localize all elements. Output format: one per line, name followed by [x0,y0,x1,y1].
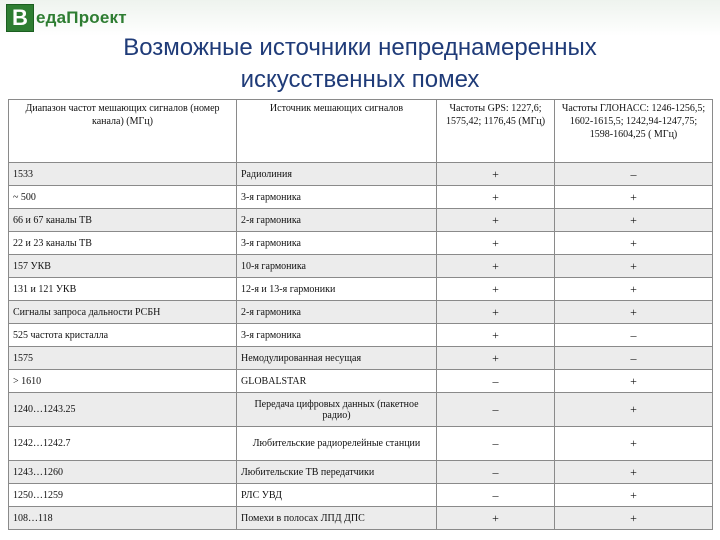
cell-source: 2-я гармоника [237,209,437,232]
cell-range: 525 частота кристалла [9,324,237,347]
cell-range: 1533 [9,163,237,186]
cell-source: 2-я гармоника [237,301,437,324]
cell-gps: + [437,507,555,530]
title-line-1: Возможные источники непреднамеренных [123,34,597,61]
cell-gps: + [437,301,555,324]
cell-source: 3-я гармоника [237,232,437,255]
cell-range: 66 и 67 каналы ТВ [9,209,237,232]
cell-source: Передача цифровых данных (пакетное радио) [237,393,437,427]
col-header-source: Источник мешающих сигналов [237,100,437,163]
cell-gps: + [437,324,555,347]
col-header-gps: Частоты GPS: 1227,6; 1575,42; 1176,45 (МГц) [437,100,555,163]
cell-source: Помехи в полосах ЛПД ДПС [237,507,437,530]
company-logo [6,4,127,32]
cell-glonass: – [555,347,713,370]
cell-source: Любительские ТВ передатчики [237,461,437,484]
table-row [9,370,713,393]
cell-glonass: + [555,461,713,484]
cell-range: 157 УКВ [9,255,237,278]
cell-gps: – [437,427,555,461]
table-row [9,324,713,347]
cell-glonass: + [555,186,713,209]
cell-glonass: + [555,209,713,232]
table-row [9,507,713,530]
cell-gps: + [437,278,555,301]
cell-gps: – [437,393,555,427]
cell-source: РЛС УВД [237,484,437,507]
cell-range: 108…118 [9,507,237,530]
table-row [9,461,713,484]
table-row [9,427,713,461]
title-line-2: искусственных помех [240,66,480,93]
cell-range: 1242…1242.7 [9,427,237,461]
table-row [9,393,713,427]
cell-glonass: + [555,370,713,393]
cell-range: > 1610 [9,370,237,393]
table-body [9,163,713,530]
cell-glonass: + [555,484,713,507]
cell-source: 3-я гармоника [237,324,437,347]
cell-source: 12-я и 13-я гармоники [237,278,437,301]
table-row [9,209,713,232]
cell-gps: + [437,255,555,278]
cell-gps: + [437,232,555,255]
cell-gps: + [437,163,555,186]
cell-gps: + [437,209,555,232]
cell-glonass: + [555,427,713,461]
logo-text: едаПроект [36,8,127,27]
cell-gps: + [437,186,555,209]
cell-source: Любительские радиорелейные станции [237,427,437,461]
table-row [9,232,713,255]
cell-gps: – [437,484,555,507]
col-header-glonass: Частоты ГЛОНАСС: 1246-1256,5; 1602-1615,5; 1242,94-1247,75; 1598-1604,25 ( МГц) [555,100,713,163]
cell-range: 1243…1260 [9,461,237,484]
table-header-row [9,100,713,163]
table-row [9,186,713,209]
cell-glonass: – [555,324,713,347]
table-row [9,347,713,370]
cell-glonass: + [555,232,713,255]
col-header-range: Диапазон частот мешающих сигналов (номер канала) (МГц) [9,100,237,163]
cell-gps: – [437,461,555,484]
table-row [9,163,713,186]
table-row [9,484,713,507]
table-row [9,278,713,301]
cell-source: Немодулированная несущая [237,347,437,370]
logo-letter: В [6,4,34,32]
cell-range: 131 и 121 УКВ [9,278,237,301]
cell-source: 3-я гармоника [237,186,437,209]
interference-table [8,99,713,530]
table-row [9,301,713,324]
cell-gps: – [437,370,555,393]
cell-glonass: + [555,278,713,301]
cell-range: 1240…1243.25 [9,393,237,427]
cell-source: GLOBALSTAR [237,370,437,393]
cell-source: 10-я гармоника [237,255,437,278]
cell-glonass: – [555,163,713,186]
cell-gps: + [437,347,555,370]
cell-range: Сигналы запроса дальности РСБН [9,301,237,324]
cell-glonass: + [555,255,713,278]
cell-glonass: + [555,301,713,324]
page-title [60,32,660,96]
cell-glonass: + [555,393,713,427]
cell-range: 1250…1259 [9,484,237,507]
table-row [9,255,713,278]
cell-range: 1575 [9,347,237,370]
cell-source: Радиолиния [237,163,437,186]
cell-range: 22 и 23 каналы ТВ [9,232,237,255]
cell-range: ~ 500 [9,186,237,209]
cell-glonass: + [555,507,713,530]
